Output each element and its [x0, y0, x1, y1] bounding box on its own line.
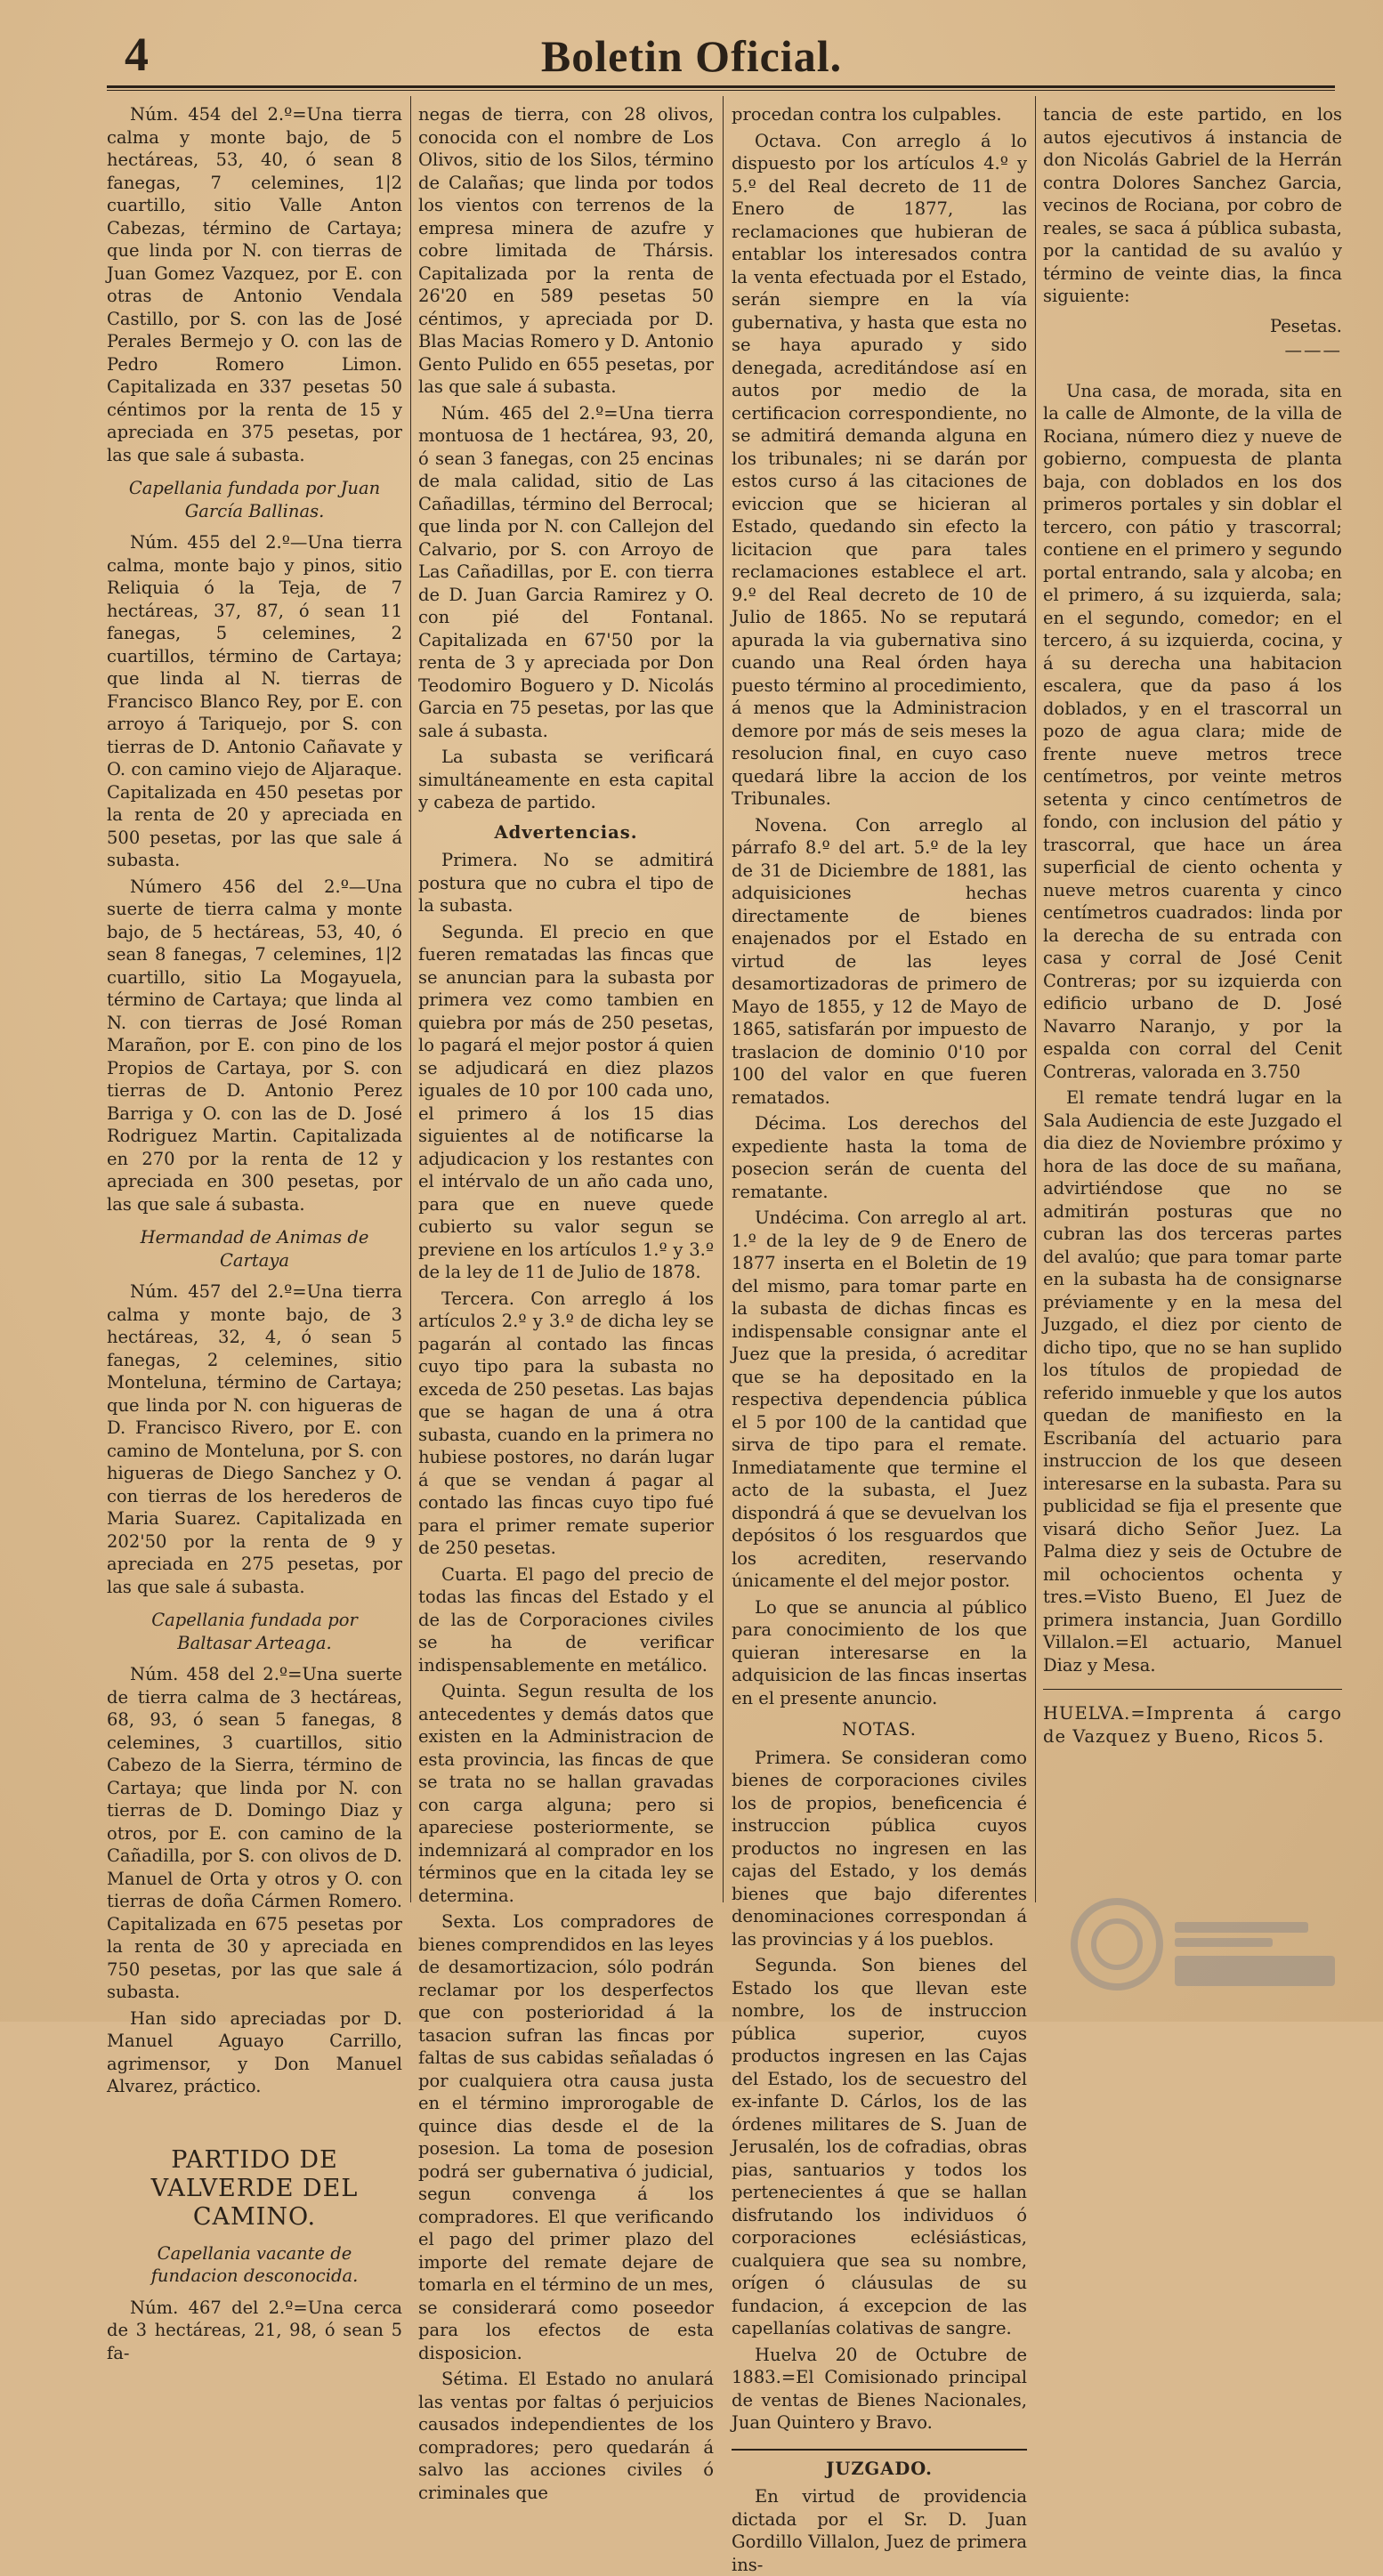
- paragraph: Una casa, de morada, sita en la calle de Almonte, de la villa de Rociana, número diez y nueve de gobierno, compuesta de planta baja, con doblados en los dos primeros portales y sin doblar el tercero, con pátio y trascorral; contiene en el primero y segundo portal entrando, sala y alcoba; en el primero, á su izquierda, sala; en el segundo, comedor; en el tercero, á su izquierda, cocina, y á su derecha una habitacion escalera, que da paso á los doblados, y en el trascorral un pozo de agua clara; mide de frente nueve metros trece centímetros, por veinte metros setenta y cinco centímetros de fondo, con inclusion del pátio y trascorral, que hace un área superficial de ciento ochenta y nueve metros cuarenta y cinco centímetros cuadrados: linda por la derecha de su entrada con casa y corral de José Cenit Contreras; por su izquierda con edificio urbano de D. José Navarro Naranjo, y por la espalda con corral del Cenit Contreras, valorada en 3.750: [1043, 380, 1342, 1082]
- section-heading: Capellania fundada por Baltasar Arteaga.: [151, 1610, 358, 1653]
- paragraph: Número 456 del 2.º—Una suerte de tierra calma y monte bajo, de 5 hectáreas, 53, 40, ó sean 8 fanegas, 7 celemines, 1|2 cuartillo, sitio La Mogayuela, término de Cartaya; que linda al N. con tierras de José Roman Marañon, por E. con pino de los Propios de Cartaya, por S. con tierras de D. Antonio Perez Barriga y O. con las de D. José Rodriguez Martin. Capitalizada en 270 por la renta de 12 y apreciada en 300 pesetas, por las que sale á subasta.: [107, 876, 402, 1215]
- paragraph: Primera. Se consideran como bienes de corporaciones civiles los de propios, beneficencia é instruccion pública cuyos productos no ingresen en las cajas del Estado, y los demás bienes que bajo diferentes denominaciones correspondan á las provincias y á los pueblos.: [732, 1747, 1027, 1950]
- paragraph: Lo que se anuncia al público para conocimiento de los que quieran interesarse en la adquisicion de las fincas insertas en el presente anuncio.: [732, 1596, 1027, 1708]
- paragraph: Segunda. Son bienes del Estado los que llevan este nombre, los de instruccion pública superior, cuyos productos ingresen en las Cajas del Estado, los de secuestro del ex-infante D. Cárlos, los de las órdenes militares de S. Juan de Jerusalén, los de cofradias, obras pias, santuarios y todos los pertenecientes á que se hallan disfrutando los individuos ó corporaciones eclésiásticas, cualquiera que sea su nombre, orígen ó cláusulas de su fundacion, á excepcion de las capellanías colativas de sangre.: [732, 1955, 1027, 2338]
- paragraph: En virtud de providencia dictada por el Sr. D. Juan Gordillo Villalon, Juez de primera ins-: [732, 2486, 1027, 2575]
- paragraph: Sétima. El Estado no anulará las ventas por faltas ó perjuicios causados independientes de los compradores; pero quedarán á salvo las acciones civiles ó criminales que: [418, 2369, 714, 2503]
- section-heading: Hermandad de Animas de Cartaya: [140, 1227, 369, 1271]
- masthead-title: Boletin Oficial.: [540, 31, 843, 81]
- paragraph: Cuarta. El pago del precio de todas las fincas del Estado y el de las de Corporaciones civiles se ha de verificar indispensablemente en metálico.: [418, 1563, 714, 1676]
- column-1: [107, 103, 402, 2363]
- column-4: [1043, 103, 1342, 1892]
- paragraph: Huelva 20 de Octubre de 1883.=El Comisionado principal de ventas de Bienes Nacionales, Juan Quintero y Bravo.: [732, 2344, 1027, 2433]
- paragraph: Quinta. Segun resulta de los antecedentes y demás datos que existen en la Administracion de esta provincia, las fincas de que se trata no se hallan gravadas con carga alguna; pero si apareciese posteriormente, se indemnizará al comprador en los términos que en la citada ley se determina.: [418, 1681, 714, 1906]
- section-rule: [1043, 1689, 1342, 1690]
- district-heading: PARTIDO DE VALVERDE DEL CAMINO.: [150, 2145, 359, 2231]
- paragraph: Décima. Los derechos del expediente hasta la toma de posecion serán de cuenta del rematante.: [732, 1113, 1027, 1202]
- paragraph: Núm. 467 del 2.º=Una cerca de 3 hectáreas, 21, 98, ó sean 5 fa-: [107, 2297, 402, 2363]
- paragraph: Núm. 465 del 2.º=Una tierra montuosa de 1 hectárea, 93, 20, ó sean 3 fanegas, con 25 encinas de mala calidad, sitio de Las Cañadillas, término del Berrocal; que linda por N. con Callejon del Calvario, por S. con Arroyo de Las Cañadillas, por E. con tierra de D. Juan Garcia Ramirez y O. con pié del Fontanal. Capitalizada en 67'50 por la renta de 3 y apreciada por Don Teodomiro Boguero y D. Nicolás Garcia en 75 pesetas, por las que sale á subasta.: [418, 402, 714, 741]
- notas-heading: NOTAS.: [842, 1719, 917, 1740]
- paragraph: procedan contra los culpables.: [732, 104, 1002, 125]
- paragraph: El remate tendrá lugar en la Sala Audiencia de este Juzgado el dia diez de Noviembre próximo y hora de las doce de su mañana, advirtiéndose que no se admitirán posturas que no cubran las dos terceras partes del avalúo; que para tomar parte en la subasta ha de consignarse préviamente y en la mesa del Juzgado, el diez por ciento de dicho tipo, que no se han suplido los títulos de propiedad de referido inmueble y que los autos quedan de manifiesto en la Escribanía del actuario para instruccion de los que deseen interesarse en la subasta. Para su publicidad se fija el presente que visará dicho Señor Juez. La Palma diez y seis de Octubre de mil ochocientos ochenta y tres.=Visto Bueno, El Juez de primera instancia, Juan Gordillo Villalon.=El actuario, Manuel Diaz y Mesa.: [1043, 1087, 1342, 1676]
- paragraph: tancia de este partido, en los autos ejecutivos á instancia de don Nicolás Gabriel de la Herrán contra Dolores Sanchez Garcia, vecinos de Rociana, por cobro de reales, se saca á pública subasta, por la cantidad de su avalúo y término de veinte dias, la finca siguiente:: [1043, 104, 1342, 306]
- dash-rule: ———: [1284, 340, 1342, 360]
- juzgado-heading: JUZGADO.: [826, 2458, 933, 2479]
- paragraph: Núm. 458 del 2.º=Una suerte de tierra calma de 3 hectáreas, 68, 93, ó sean 5 fanegas, 8 celemines, 3 cuartillos, sitio Cabezo de la Sierra, término de Cartaya; que linda por N. con tierras de D. Domingo Diaz y otros, por E. con camino de la Cañadilla, por S. con olivos de D. Manuel de Orta y otros y O. con tierras de doña Cármen Romero. Capitalizada en 675 pesetas por la renta de 30 y apreciada en 750 pesetas, por las que sale á subasta.: [107, 1664, 402, 2002]
- paragraph: Primera. No se admitirá postura que no cubra el tipo de la subasta.: [418, 850, 714, 916]
- column-rule: [1035, 96, 1036, 1902]
- page-number: 4: [125, 28, 149, 81]
- printer-imprint: HUELVA.=Imprenta á cargo de Vazquez y Bueno, Ricos 5.: [1043, 1703, 1342, 1747]
- paragraph: Núm. 455 del 2.º—Una tierra calma, monte bajo y pinos, sitio Reliquia ó la Teja, de 7 hectáreas, 37, 87, ó sean 11 fanegas, 5 celemines, 2 cuartillos, término de Cartaya; que linda al N. tierras de Francisco Blanco Rey, por E. con arroyo á Tariquejo, por S. con tierras de D. Antonio Cañavate y O. con camino viejo de Aljaraque. Capitalizada en 450 pesetas por la renta de 20 y apreciada en 500 pesetas, por las que sale á subasta.: [107, 532, 402, 870]
- paragraph: Undécima. Con arreglo al art. 1.º de la ley de 9 de Enero de 1877 inserta en el Boletin de 19 del mismo, para tomar parte en la subasta de dichas fincas es indispensable consignar ante el Juez que la presida, ó acreditar que se ha depositado en la respectiva dependencia pública el 5 por 100 de la cantidad que sirva de tipo para el remate. Inmediatamente que termine el acto de la subasta, el Juez dispondrá á que se devuelvan los depósitos ó los resguardos que los acrediten, reservando únicamente el del mejor postor.: [732, 1207, 1027, 1591]
- paragraph: Segunda. El precio en que fueren rematadas las fincas que se anuncian para la subasta por primera vez como tambien en quiebra por más de 250 pesetas, lo pagará el mejor postor á quien se adjudicará en diez plazos iguales de 10 por 100 cada uno, el primero á los 15 dias siguientes al de notificarse la adjudicacion y los restantes con el intérvalo de un año cada uno, para que en nueve quede cubierto su valor segun se previene en los artículos 1.º y 3.º de la ley de 11 de Julio de 1878.: [418, 921, 714, 1282]
- section-rule: [732, 2449, 1027, 2451]
- paragraph: Núm. 454 del 2.º=Una tierra calma y monte bajo, de 5 hectáreas, 53, 40, ó sean 8 fanegas, 7 celemines, 1|2 cuartillo, sitio Valle Anton Cabezas, término de Cartaya; que linda por N. con tierras de Juan Gomez Vazquez, por E. con otras de Antonio Vendala Castillo, por S. con las de José Perales Bermejo y O. con las de Pedro Romero Limon. Capitalizada en 337 pesetas 50 céntimos por la renta de 15 y apreciada en 375 pesetas, por las que sale á subasta.: [107, 104, 402, 465]
- archive-seal-icon: [1068, 1886, 1344, 2002]
- section-heading: Capellania fundada por Juan García Ballinas.: [128, 478, 381, 521]
- paragraph: Sexta. Los compradores de bienes comprendidos en las leyes de desamortizacion, sólo podrán reclamar por los desperfectos que con posterioridad á la tasacion sufran las fincas por faltas de sus cabidas señaladas ó por cualquiera otra causa justa en el término improrogable de quince dias desde el de la posesion. La toma de posesion podrá ser gubernativa ó judicial, segun convenga á los compradores. El que verificando el pago del primer plazo del importe del remate dejare de tomarla en el término de un mes, se considerará como poseedor para los efectos de esta disposicion.: [418, 1911, 714, 2363]
- paragraph: Tercera. Con arreglo á los artículos 2.º y 3.º de dicha ley se pagarán al contado las fincas cuyo tipo para la subasta no exceda de 250 pesetas. Las bajas que se hagan de una á otra subasta, cuando en la primera no hubiese postores, no darán lugar á que se vendan á pagar al contado las fincas cuyo tipo fué para el primer remate superior de 250 pesetas.: [418, 1288, 714, 1558]
- advertencias-heading: Advertencias.: [494, 821, 638, 843]
- header-rule-thin: [107, 90, 1335, 91]
- column-rule: [723, 96, 724, 1902]
- paragraph: Núm. 457 del 2.º=Una tierra calma y monte bajo, de 3 hectáreas, 32, 4, ó sean 5 fanegas, 2 celemines, sitio Monteluna, término de Cartaya; que linda por N. con higueras de D. Francisco Rivero, por E. con camino de Monteluna, por S. con higueras de Diego Sanchez y O. con tierras de los herederos de Maria Suarez. Capitalizada en 202'50 por la renta de 9 y apreciada en 275 pesetas, por las que sale á subasta.: [107, 1281, 402, 1597]
- section-heading: Capellania vacante de fundacion desconocida.: [150, 2242, 359, 2286]
- paragraph: negas de tierra, con 28 olivos, conocida con el nombre de Los Olivos, sitio de los Silos, término de Calañas; que linda por todos los vientos con terrenos de la empresa minera de azufre y cobre limitada de Thársis. Capitalizada por la renta de 26'20 en 589 pesetas 50 céntimos, y apreciada por D. Blas Macias Romero y D. Antonio Gento Pulido en 655 pesetas, por las que sale á subasta.: [418, 104, 714, 397]
- paragraph: Han sido apreciadas por D. Manuel Aguayo Carrillo, agrimensor, y Don Manuel Alvarez, práctico.: [107, 2007, 402, 2096]
- paragraph: Octava. Con arreglo á lo dispuesto por los artículos 4.º y 5.º del Real decreto de 11 de Enero de 1877, las reclamaciones que hubieran de entablar los interesados contra la venta efectuada por el Estado, serán siempre en la vía gubernativa, y hasta que esta no se haya apurado y sido denegada, acreditándose así en autos por medio de la certificacion correspondiente, no se admitirá demanda alguna en los tribunales; ni se darán por estos curso á las citaciones de eviccion que se hicieran al Estado, quedando sin efecto la licitacion que para tales reclamaciones establece el art. 9.º del Real decreto de 10 de Julio de 1865. No se reputará apurada la via gubernativa sino cuando una Real órden haya puesto término al procedimiento, á menos que la Administracion demore por más de seis meses la resolucion final, en cuyo caso quedará libre la accion de los Tribunales.: [732, 130, 1027, 809]
- paragraph: La subasta se verificará simultáneamente en esta capital y cabeza de partido.: [418, 747, 714, 812]
- paragraph: Novena. Con arreglo al párrafo 8.º del art. 5.º de la ley de 31 de Diciembre de 1881, las adquisiciones hechas directamente de bienes enajenados por el Estado en virtud de las leyes desamortizadoras de primero de Mayo de 1855, y 12 de Mayo de 1865, satisfarán por impuesto de traslacion de dominio 0'10 por 100 del valor en que fueren rematados.: [732, 814, 1027, 1108]
- column-2: [418, 103, 714, 2503]
- column-rule: [410, 96, 411, 1902]
- pesetas-label: Pesetas.: [1270, 315, 1342, 336]
- column-3: [732, 103, 1027, 2575]
- header-rule: [107, 85, 1335, 88]
